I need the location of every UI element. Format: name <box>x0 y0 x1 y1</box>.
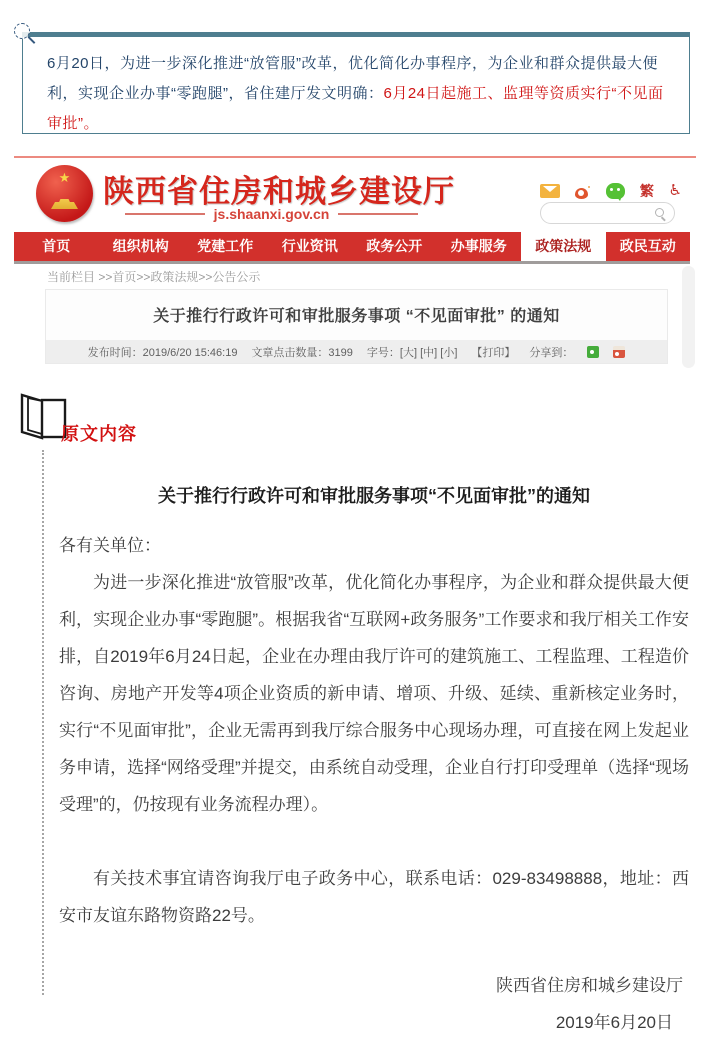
domain-dash-left <box>125 213 205 215</box>
section-label-original-content: 原文内容 <box>61 424 137 444</box>
nav-item-organization[interactable]: 组织机构 <box>112 238 169 254</box>
summary-box <box>22 32 690 134</box>
nav-item-industry-news[interactable]: 行业资讯 <box>281 238 338 254</box>
domain-dash-right <box>338 213 418 215</box>
publish-time: 发布时间：2019/6/20 15:46:19 <box>87 346 238 359</box>
dotted-divider <box>42 450 44 995</box>
nav-item-party-building[interactable]: 党建工作 <box>197 238 254 254</box>
signature-date: 2019年6月20日 <box>555 1013 673 1032</box>
signature-organization: 陕西省住房和城乡建设厅 <box>496 976 683 995</box>
font-size-controls[interactable]: 字号：[大] [中] [小] <box>366 346 458 359</box>
salutation: 各有关单位： <box>59 536 161 555</box>
print-button[interactable]: 【打印】 <box>471 346 516 359</box>
site-title: 陕西省住房和城乡建设厅 <box>103 174 455 210</box>
article-title-card <box>45 289 668 364</box>
weibo-icon[interactable] <box>575 183 592 199</box>
article-body <box>59 527 689 1041</box>
summary-text: 6月20日，为进一步深化推进“放管服”改革，优化简化办事程序，为企业和群众提供最大便利，实现企业办事“零跑腿”，省住建厅发文明确： <box>47 55 659 102</box>
main-nav <box>14 232 690 264</box>
header-icon-row <box>540 182 682 200</box>
breadcrumb[interactable]: 当前栏目 >>首页>>政策法规>>公告公示 <box>47 270 261 284</box>
traditional-chinese-toggle[interactable]: 繁 <box>639 183 654 199</box>
content-heading: 关于推行行政许可和审批服务事项“不见面审批”的通知 <box>158 486 590 506</box>
search-box[interactable] <box>540 202 675 224</box>
scrollbar[interactable] <box>682 266 695 368</box>
article-title: 关于推行行政许可和审批服务事项 “不见面审批” 的通知 <box>153 308 560 325</box>
nav-item-gov-disclosure[interactable]: 政务公开 <box>366 238 423 254</box>
summary-highlight-text: 6月24日起施工、监理等资质实行“不见面审批”。 <box>47 85 664 132</box>
search-input[interactable] <box>549 206 654 220</box>
header-top-line <box>14 156 696 158</box>
search-icon[interactable] <box>654 207 666 219</box>
site-domain <box>103 206 440 222</box>
accessibility-icon[interactable]: ♿ <box>668 182 682 199</box>
nav-item-home[interactable]: 首页 <box>42 238 71 254</box>
click-count: 文章点击数量：3199 <box>251 346 353 359</box>
share-label: 分享到： <box>529 346 574 359</box>
magnifier-cursor-icon <box>14 23 30 39</box>
nav-item-policies-active[interactable]: 政策法规 <box>521 232 606 261</box>
national-emblem-logo[interactable] <box>36 165 93 222</box>
article-meta-bar <box>46 340 667 363</box>
signature-block <box>59 967 689 1041</box>
site-domain-text: js.shaanxi.gov.cn <box>213 206 330 222</box>
weibo-share-icon[interactable] <box>613 346 625 358</box>
mail-icon[interactable] <box>540 184 560 198</box>
wechat-icon[interactable] <box>606 183 625 199</box>
nav-item-interaction[interactable]: 政民互动 <box>619 238 676 254</box>
paragraph-main: 为进一步深化推进“放管服”改革，优化简化办事程序，为企业和群众提供最大便利，实现企业办事“零跑腿”。根据我省“互联网+政务服务”工作要求和我厅相关工作安排，自2019年6月24日起，企业在办理由我厅许可的建筑施工、工程监理、工程造价咨询、房地产开发等4项企业资质的新申请、增项、升级、延续、重新核定业务时，实行“不见面审批”，企业无需再到我厅综合服务中心现场办理，可直接在网上发起业务申请，选择“网络受理”并提交，由系统自动受理，企业自行打印受理单（选择“现场受理”的，仍按现有业务流程办理）。 <box>59 573 689 814</box>
emblem-star-icon: ★ <box>58 170 71 185</box>
paragraph-contact: 有关技术事宜请咨询我厅电子政务中心，联系电话：029-83498888，地址：西安市友谊东路物资路22号。 <box>59 869 689 925</box>
nav-item-services[interactable]: 办事服务 <box>450 238 507 254</box>
wechat-share-icon[interactable] <box>587 346 599 358</box>
